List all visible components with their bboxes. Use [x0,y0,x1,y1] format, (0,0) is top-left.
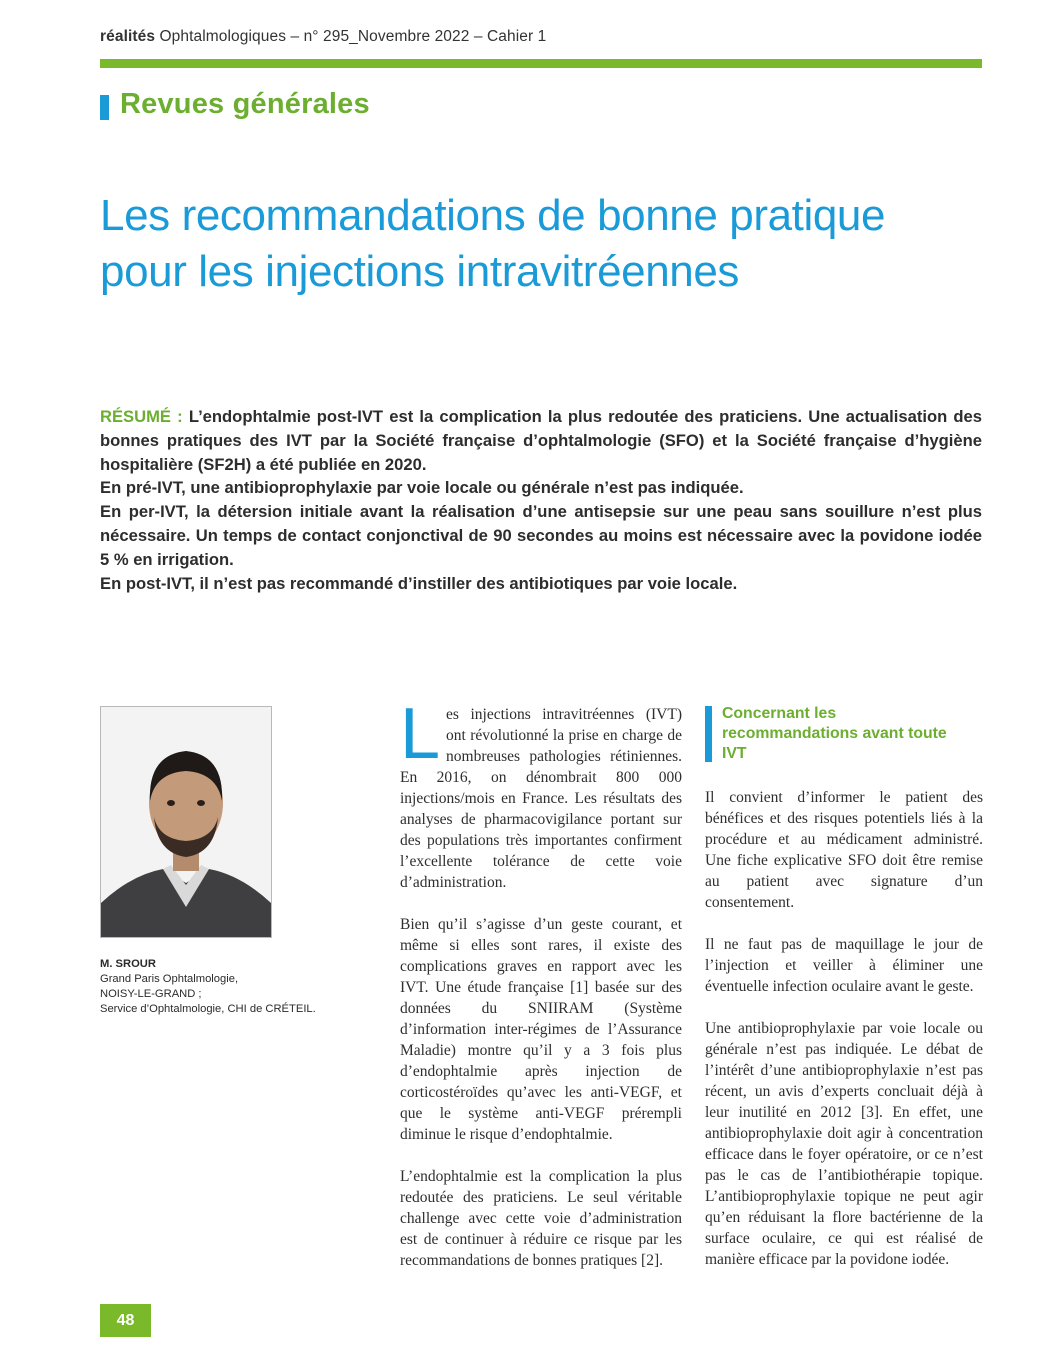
drop-cap: L [400,694,441,774]
abstract-paragraph-3: En per-IVT, la détersion initiale avant la réalisation d’une antisepsie sur une peau sans souillure n’est plus nécessaire. Un temps de contact conjonctival de 90 secondes au moins est nécessaire avec la povidone iodée 5 % en irrigation. [100,502,982,569]
author-name: M. SROUR [100,958,156,970]
article-title-line-2: pour les injections intravitréennes [100,247,740,296]
body-paragraph-4: Il convient d’informer le patient des bénéfices et des risques potentiels liés à la procédure et au médicament administré. Une fiche explicative SFO doit être remise au patient avec signature d’un consentement. [705,789,983,911]
abstract-label: RÉSUMÉ : [100,407,183,426]
author-affiliation-3: Service d’Ophtalmologie, CHI de CRÉTEIL. [100,1003,316,1015]
subhead-marker [705,706,712,762]
article-title [100,188,1000,300]
header-rule [100,59,982,68]
abstract-text-1: L’endophtalmie post-IVT est la complication la plus redoutée des praticiens. Une actualisation des bonnes pratiques des IVT par la Société française d’ophtalmologie (SFO) et la Société française d’hygiène hospitalière (SF2H) a été publiée en 2020. [100,407,982,474]
article-title-line-1: Les recommandations de bonne pratique [100,191,886,240]
author-portrait-image [101,707,271,937]
section-title: Revues générales [120,88,370,120]
author-affiliation-1: Grand Paris Ophtalmologie, [100,973,239,985]
journal-brand: réalités [100,28,156,45]
body-paragraph-2: Bien qu’il s’agisse d’un geste courant, et même si elles sont rares, il existe des complications graves en rapport avec les IVT. Une étude française [1] basée sur des données du SNIIRAM (Système d’information inter-régimes de l’Assurance Maladie) montre qu’il y a 3 fois plus d’endophtalmie après injection de corticostéroïdes qu’avec les anti-VEGF, et que le système anti-VEGF prérempli diminue le risque d’endophtalmie. [400,916,682,1143]
author-affiliation-2: NOISY-LE-GRAND ; [100,988,202,1000]
page-number: 48 [100,1304,151,1337]
subheading: Concernant les recommandations avant toute IVT [722,705,947,762]
body-column-2 [705,787,983,1270]
abstract-paragraph-1 [100,405,982,476]
abstract-paragraph-4: En post-IVT, il n’est pas recommandé d’instiller des antibiotiques par voie locale. [100,573,738,593]
body-text-1: es injections intravitréennes (IVT) ont révolutionné la prise en charge de nombreuses pathologies rétiniennes. En 2016, on dénombrait 800 000 injections/mois en France. Les résultats des analyses de pharmacovigilance portant sur des populations très importantes confirment l’excellente tolérance de cette voie d’administration. [400,706,682,891]
section-marker [100,95,109,120]
abstract-paragraph-2: En pré-IVT, une antibioprophylaxie par voie locale ou générale n’est pas indiquée. [100,478,744,498]
author-photo [100,706,272,938]
body-paragraph-1 [400,694,682,893]
running-header [100,28,546,46]
body-paragraph-6: Une antibioprophylaxie par voie locale ou générale n’est pas indiquée. Le débat de l’intérêt d’une antibioprophylaxie n’est pas récent, un avis d’experts concluait déjà à leur inutilité en 2012 [3]. En effet, une antibioprophylaxie doit agir à concentration efficace dans le foyer opératoire, or ce n’est pas le cas de l’antibiothérapie topique. L’antibioprophylaxie topique ne peut agir qu’en réduisant la flore bactérienne de la surface oculaire, ce qui est réalisé de manière efficace par la povidone iodée. [705,1020,983,1268]
abstract [100,405,982,595]
issue-info: Ophtalmologiques – n° 295_Novembre 2022 – Cahier 1 [155,28,547,45]
body-paragraph-3: L’endophtalmie est la complication la plus redoutée des praticiens. Le seul véritable challenge avec cette voie d’administration est de continuer à réduire ce risque par les recommandations de bonnes pratiques [2]. [400,1168,682,1269]
author-block [100,957,380,1017]
body-paragraph-5: Il ne faut pas de maquillage le jour de l’injection et veiller à éliminer une éventuelle infection oculaire avant le geste. [705,936,983,995]
body-column-1 [400,694,682,1271]
